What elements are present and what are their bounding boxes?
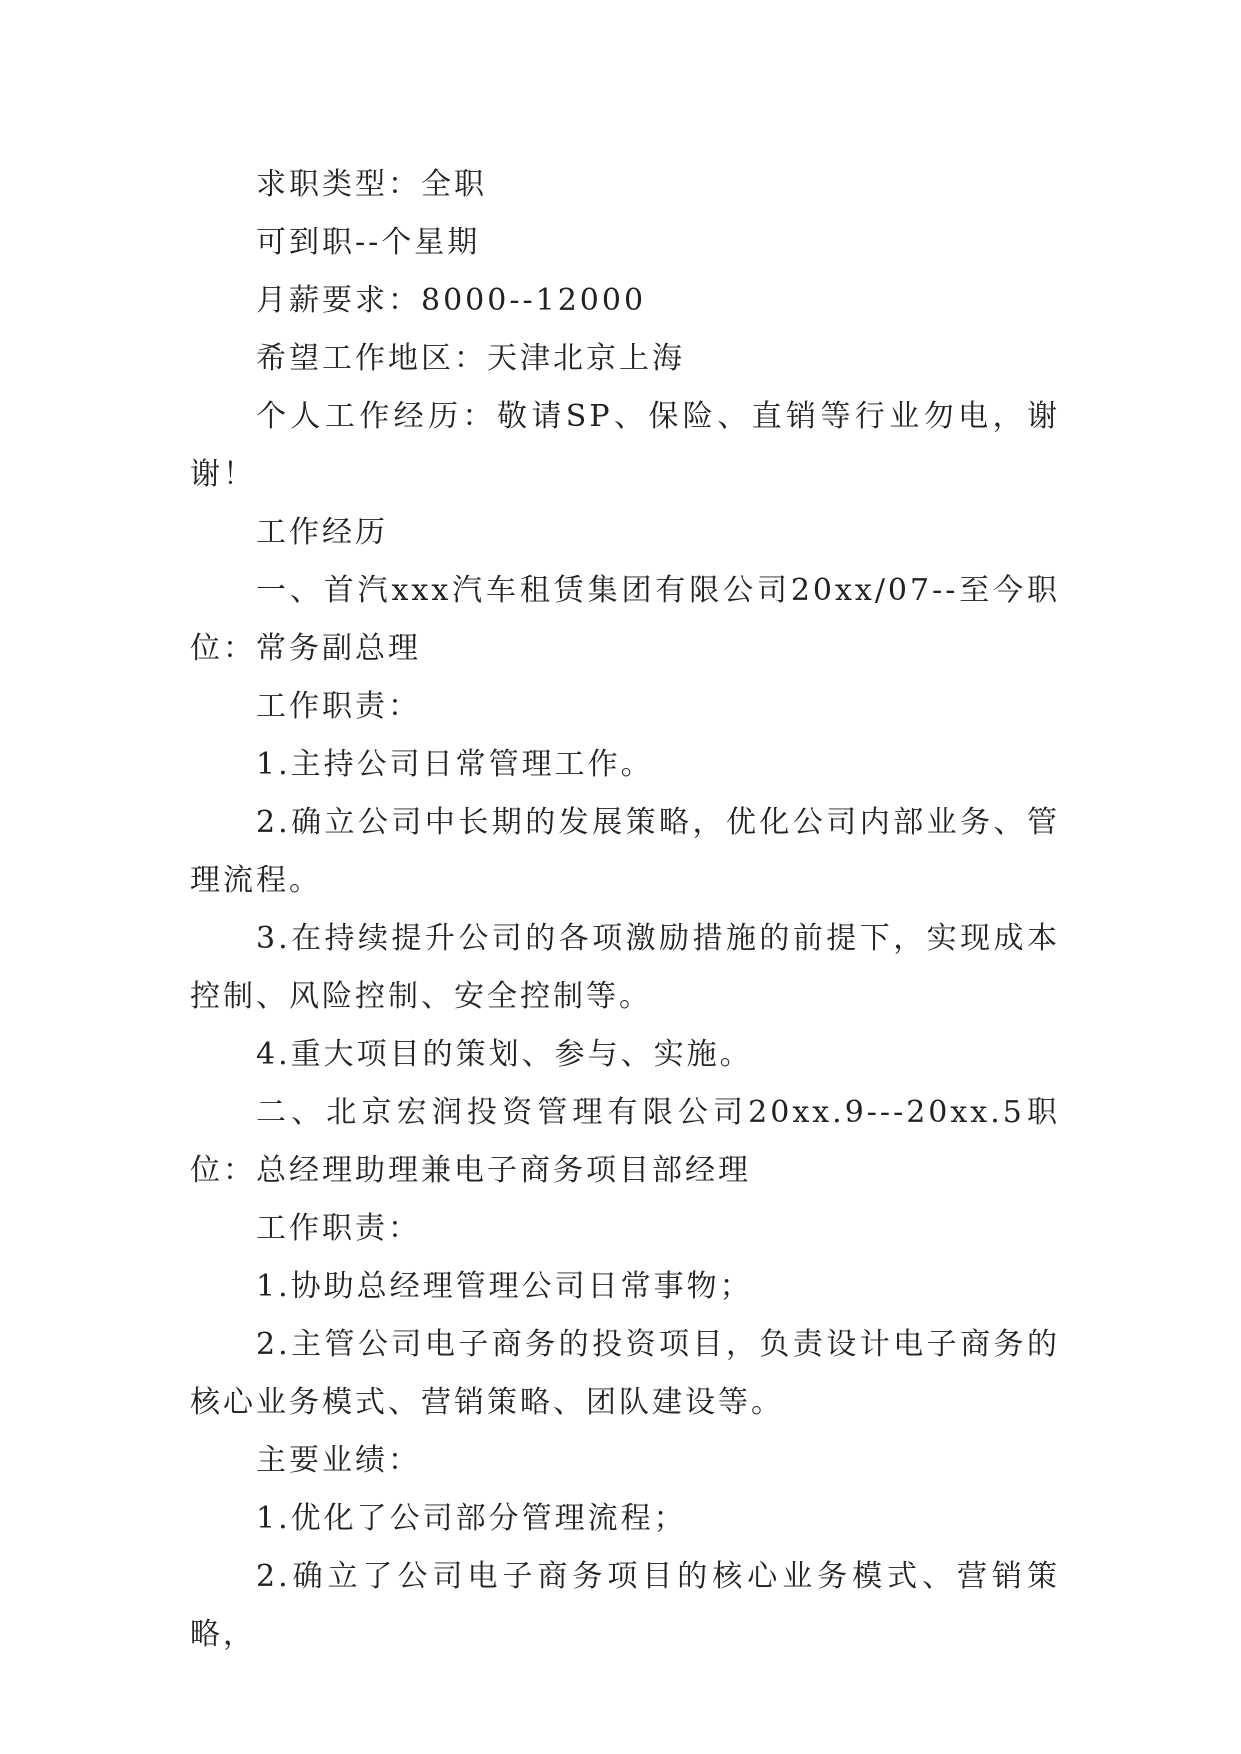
job-2-duties-label: 工作职责： (256, 1211, 421, 1246)
job-2-achievement-2: 2.确立了公司电子商务项目的核心业务模式、营销策略， (190, 1559, 1060, 1652)
job-1-duties-label: 工作职责： (256, 689, 421, 724)
job-1-duty-1: 1.主持公司日常管理工作。 (256, 747, 654, 782)
job-2-achievements-label: 主要业绩： (256, 1443, 421, 1478)
job-2-achievement-1: 1.优化了公司部分管理流程； (256, 1501, 687, 1536)
document-body (190, 156, 1060, 1664)
location-line: 希望工作地区：天津北京上海 (256, 341, 685, 376)
section-heading-work-history: 工作经历 (256, 515, 388, 550)
job-1-header: 一、首汽xxx汽车租赁集团有限公司20xx/07--至今职位：常务副总理 (190, 573, 1060, 666)
job-1-duty-4: 4.重大项目的策划、参与、实施。 (256, 1037, 753, 1072)
job-2-duty-2: 2.主管公司电子商务的投资项目，负责设计电子商务的核心业务模式、营销策略、团队建设等。 (190, 1327, 1060, 1420)
job-2-duty-1: 1.协助总经理管理公司日常事物； (256, 1269, 753, 1304)
job-1-duty-3: 3.在持续提升公司的各项激励措施的前提下，实现成本控制、风险控制、安全控制等。 (190, 921, 1060, 1014)
job-1-duty-2: 2.确立公司中长期的发展策略，优化公司内部业务、管理流程。 (190, 805, 1060, 898)
experience-note-line: 个人工作经历：敬请SP、保险、直销等行业勿电，谢谢！ (190, 399, 1060, 492)
job-type-line: 求职类型：全职 (256, 167, 487, 202)
job-2-header: 二、北京宏润投资管理有限公司20xx.9---20xx.5职位：总经理助理兼电子商务项目部经理 (190, 1095, 1060, 1188)
availability-line: 可到职--个星期 (256, 225, 481, 260)
salary-line: 月薪要求：8000--12000 (256, 283, 647, 318)
